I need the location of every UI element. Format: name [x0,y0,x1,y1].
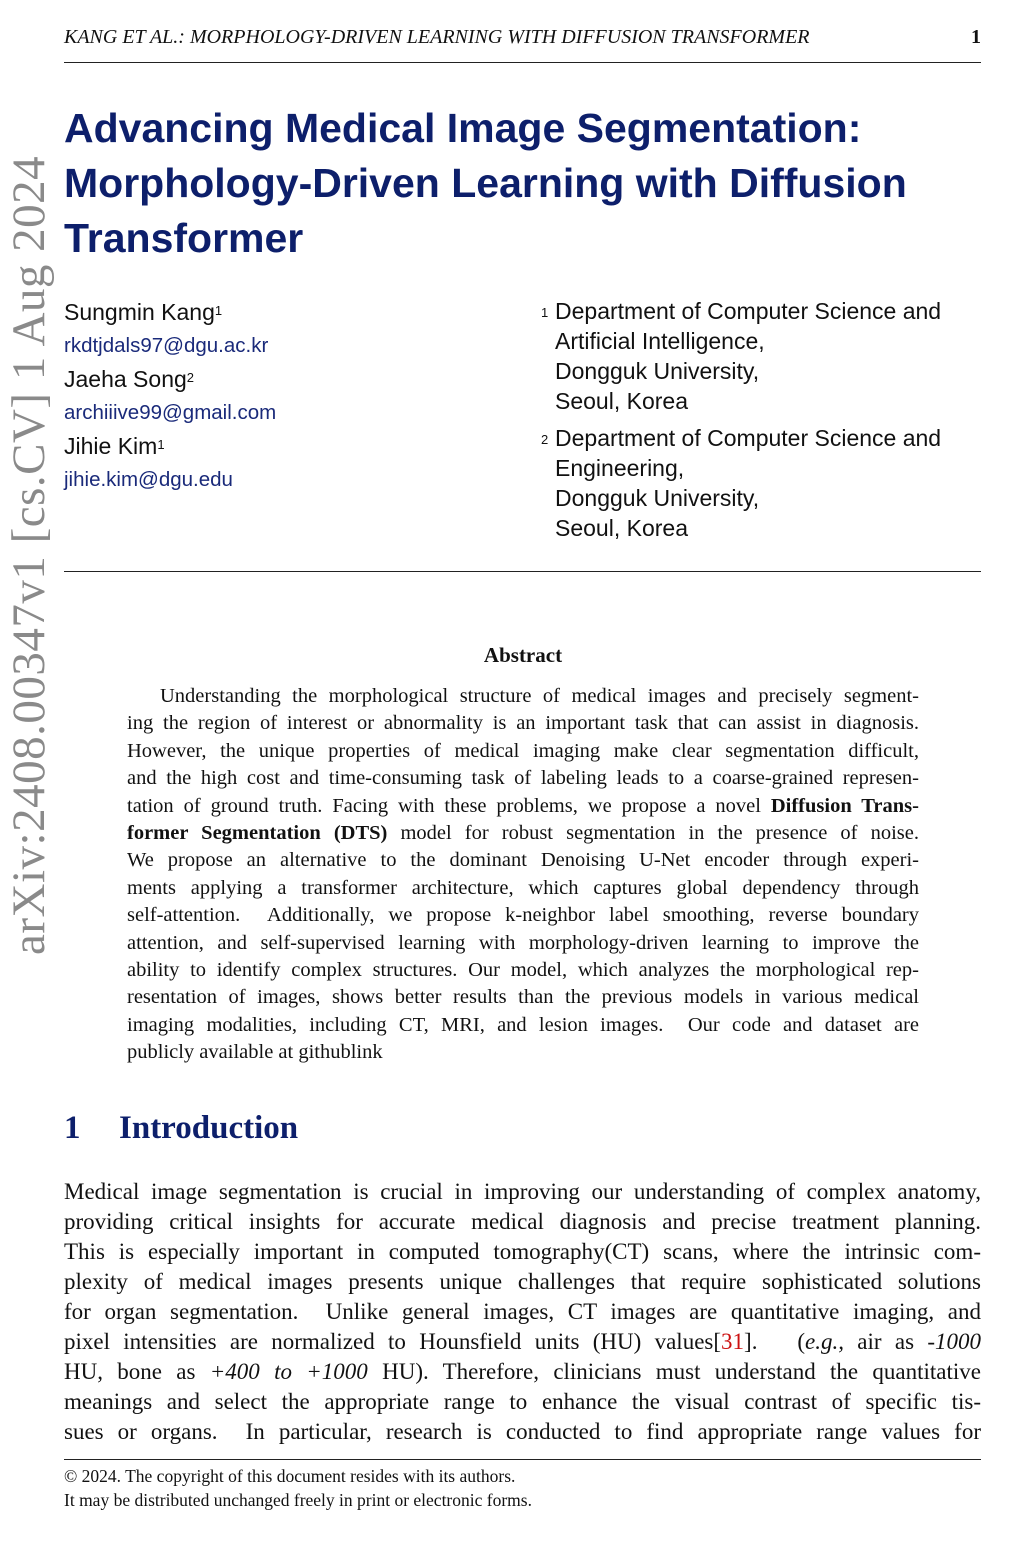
text-span: Understanding the morphological structure of medical images and precisely segment- [160,685,919,707]
text-line [127,683,919,710]
author-list [64,296,276,497]
text-line [127,710,919,737]
text-span: Medical image segmentation is crucial in improving our understanding of complex anatomy, [64,1179,981,1204]
bold-text: former Segmentation (DTS) [127,822,388,845]
author-email[interactable]: rkdtjdals97@dgu.ac.kr [64,334,269,357]
text-span: This is especially important in computed tomography(CT) scans, where the intrinsic com- [64,1239,981,1264]
author-name: Sungmin Kang$^1$ [64,299,223,325]
text-line [127,1012,919,1039]
text-line [127,1039,919,1066]
bold-text: Diffusion Trans- [770,794,919,817]
text-line [127,847,919,874]
text-line [127,738,919,765]
text-span: ]. ( [744,1329,806,1354]
text-line [64,1267,981,1297]
text-span: ments applying a transformer architecture, which captures global dependency through [127,876,919,899]
text-line [127,902,919,929]
abstract-heading: Abstract [483,643,563,667]
text-line [64,1207,981,1237]
title-line: Advancing Medical Image Segmentation: [64,105,862,151]
arxiv-watermark: arXiv:2408.00347v1 [cs.CV] 1 Aug 2024 [3,155,55,955]
text-span: and the high cost and time-consuming task of labeling leads to a coarse-grained represen- [127,767,919,790]
text-span: air as [844,1329,928,1354]
text-line [127,875,919,902]
title-line: Transformer [64,215,304,261]
affiliations [541,296,941,550]
text-span: tation of ground truth. Facing with these problems, we propose a novel [127,794,771,817]
text-span: pixel intensities are normalized to Hounsfield units (HU) values[ [64,1329,722,1354]
text-line [127,820,919,847]
license-line: It may be distributed unchanged freely in print or electronic forms. [64,1490,532,1510]
section-heading: 1 Introduction [64,1110,299,1146]
text-span: plexity of medical images presents unique challenges that require sophisticated solutions [64,1269,981,1294]
text-span: attention, and self-supervised learning with morphology-driven learning to improve the [127,931,919,954]
text-span: ability to identify complex structures. Our model, which analyzes the morphological rep- [127,959,919,982]
copyright-footer [64,1464,532,1512]
text-line [64,1357,981,1387]
text-span: self-attention. Additionally, we propose k-neighbor label smoothing, reverse boundary [127,904,919,927]
text-span: publicly available at githublink [127,1041,383,1064]
text-span: sues or organs. In particular, research is conducted to find appropriate range values for [64,1419,981,1444]
affiliation: 2 Department of Computer Science and Engineering, Dongguk University, Seoul, Korea [541,425,942,541]
footer-rule [64,1459,981,1460]
text-span: We propose an alternative to the dominant Denoising U-Net encoder through experi- [127,849,919,872]
text-line [127,765,919,792]
citation-link[interactable]: 31 [721,1329,745,1354]
text-span: ing the region of interest or abnormality is an important task that can assist in diagnosis. [127,712,919,735]
copyright-line: © 2024. The copyright of this document resides with its authors. [64,1466,516,1486]
text-span: for organ segmentation. Unlike general images, CT images are quantitative imaging, and [64,1299,981,1324]
text-line [64,1387,981,1417]
author-name: Jaeha Song$^2$ [64,366,195,392]
italic-text: +400 to +1000 [209,1359,368,1384]
text-line [64,1177,981,1207]
author-email[interactable]: archiiive99@gmail.com [64,401,277,424]
text-span: imaging modalities, including CT, MRI, and lesion images. Our code and dataset are [127,1013,919,1036]
text-line [127,984,919,1011]
text-line [64,1237,981,1267]
italic-text: e.g., [805,1329,844,1354]
text-span: model for robust segmentation in the presence of noise. [387,822,919,845]
text-span: resentation of images, shows better results than the previous models in various medical [127,986,919,1009]
page-number: 1 [971,26,981,48]
paper-title [64,101,981,266]
italic-text: -1000 [927,1329,982,1354]
text-span: HU, bone as [64,1359,210,1384]
running-title: KANG ET AL.: MORPHOLOGY-DRIVEN LEARNING WITH DIFFUSION TRANSFORMER [64,26,810,48]
title-block-rule [64,571,981,572]
author-name: Jihie Kim$^1$ [64,433,165,459]
text-line [64,1417,981,1447]
running-header [64,26,981,49]
introduction-text [64,1177,981,1447]
author-email[interactable]: jihie.kim@dgu.edu [64,468,233,491]
text-line [127,930,919,957]
abstract-text [127,683,919,1067]
text-span: meanings and select the appropriate range to enhance the visual contrast of specific tis- [64,1389,981,1414]
text-line [64,1327,981,1357]
title-line: Morphology-Driven Learning with Diffusion [64,160,907,206]
affiliation: 1 Department of Computer Science and Artificial Intelligence, Dongguk University, Seoul, Korea [541,298,942,414]
text-span: HU). Therefore, clinicians must understand the quantitative [367,1359,981,1384]
text-line [127,957,919,984]
text-span: However, the unique properties of medical imaging make clear segmentation difficult, [127,739,919,762]
header-rule [64,62,981,63]
text-line [127,793,919,820]
text-span: providing critical insights for accurate medical diagnosis and precise treatment planning. [64,1209,981,1234]
text-line [64,1297,981,1327]
